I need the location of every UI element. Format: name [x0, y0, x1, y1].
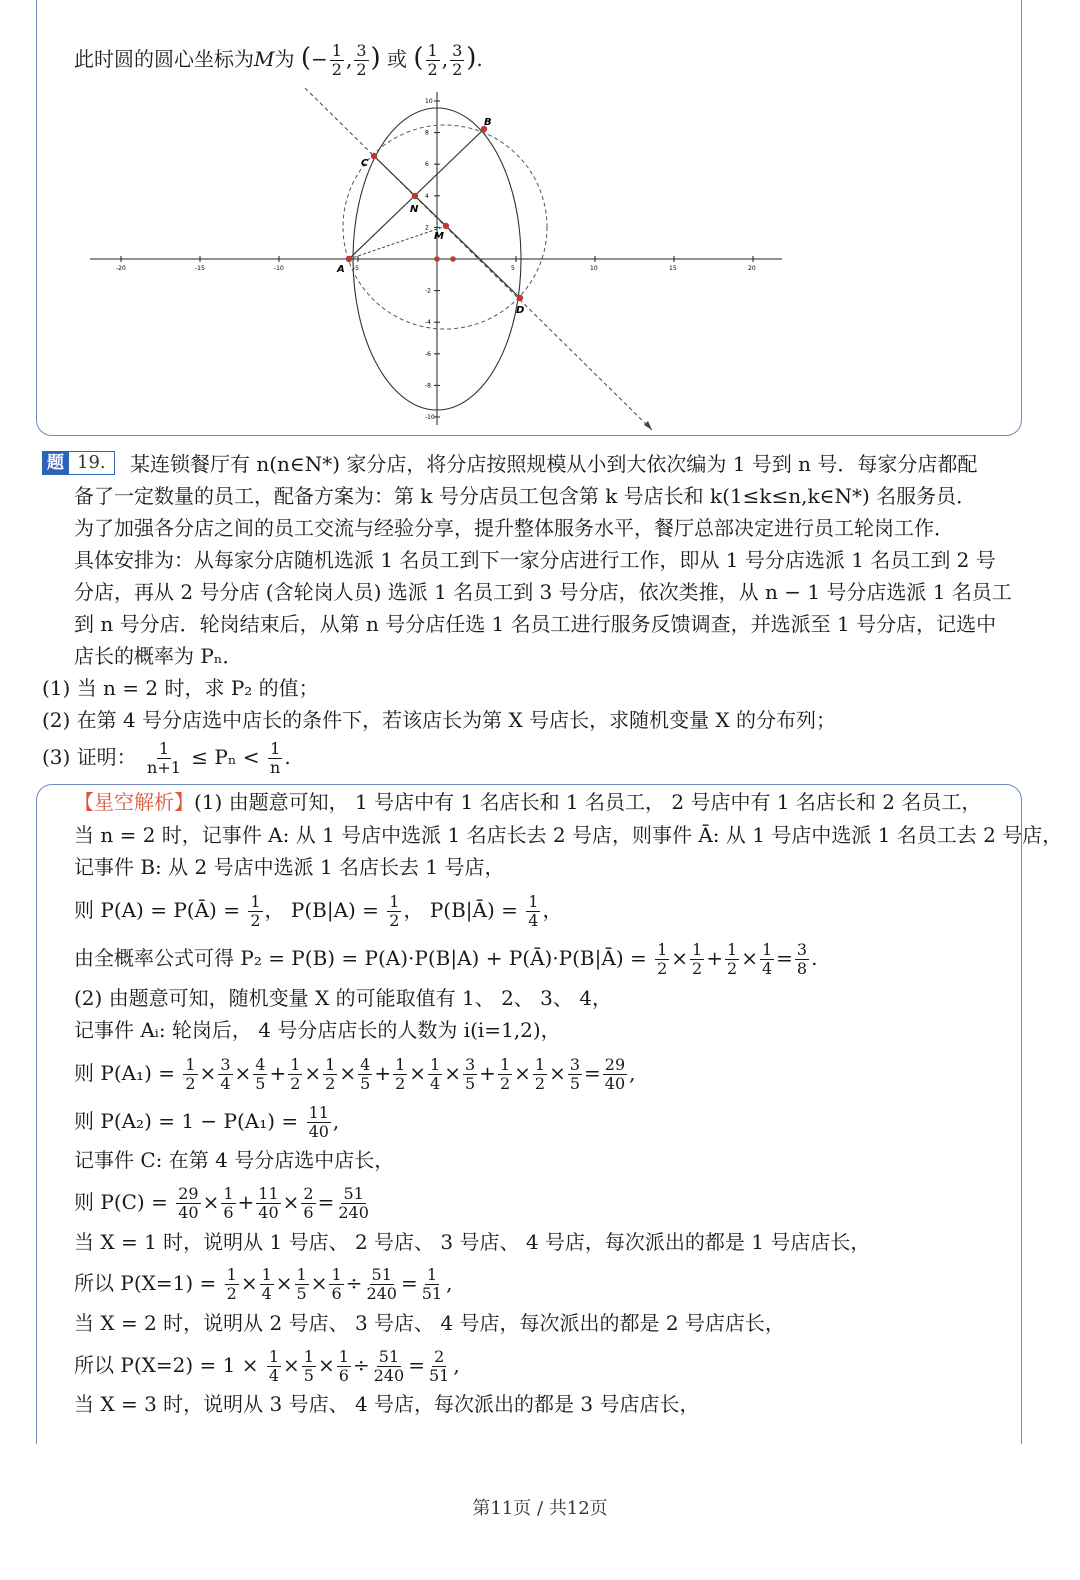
- y-tick-label: -2: [425, 287, 431, 295]
- x-tick-label: -10: [274, 265, 284, 272]
- x-tick-label: 10: [590, 265, 598, 272]
- point-m: [443, 223, 449, 229]
- x-tick-label: -15: [195, 265, 205, 272]
- solution-line-7: 记事件 Aᵢ: 轮岗后， 4 号分店店长的人数为 i(i=1,2)，: [74, 1018, 561, 1042]
- x-tick-label: 20: [748, 265, 756, 272]
- y-tick-label: 2: [425, 224, 429, 232]
- question-part-3: (3) 证明： $\frac{1}{n+1}$ ≤ Pₙ < $\frac{1}{n}$ .: [42, 739, 291, 777]
- geometry-figure: [0, 0, 1080, 440]
- x-tick-label: 15: [669, 265, 677, 272]
- solution-line-5: 由全概率公式可得 P₂ = P(B) = P(A)·P(B|A) + P(Ā)·P(B|Ā) = $\frac{1}{2}$ × $\frac{1}{2}$ + $\frac{1}{2}$ × $\frac{1}{4}$ = $\frac{3}{8}$ .: [74, 940, 818, 978]
- label-n: N: [410, 204, 419, 215]
- point-d: [517, 295, 523, 301]
- point-origin: [434, 256, 440, 262]
- question-line-4: 具体安排为：从每家分店随机选派 1 名员工到下一家分店进行工作，即从 1 号分店选派 1 名员工到 2 号: [74, 548, 996, 572]
- question-line-1: 某连锁餐厅有 n(n∈N*) 家分店，将分店按照规模从小到大依次编为 1 号到 n 号．每家分店都配: [130, 452, 978, 476]
- y-tick-label: 4: [425, 192, 429, 200]
- x-tick-label: -20: [116, 265, 126, 272]
- label-c: C: [361, 158, 369, 169]
- question-part-1: (1) 当 n = 2 时，求 P₂ 的值；: [42, 676, 319, 700]
- point-c: [371, 153, 377, 159]
- label-d: D: [516, 305, 525, 316]
- question-line-2: 备了一定数量的员工，配备方案为：第 k 号分店员工包含第 k 号店长和 k(1≤k≤n,k∈N*) 名服务员．: [74, 484, 977, 508]
- solution-line-3: 记事件 B: 从 2 号店中选派 1 名店长去 1 号店，: [74, 855, 505, 879]
- point-a: [346, 256, 352, 262]
- solution-line-9: 则 P(A₂) = 1 − P(A₁) = $\frac{11}{40}$ ,: [74, 1103, 340, 1141]
- solution-line-8: 则 P(A₁) = $\frac{1}{2}$ × $\frac{3}{4}$ × $\frac{4}{5}$ + $\frac{1}{2}$ × $\frac{1}{2}$ × $\frac{4}{5}$ + $\frac{1}{2}$ × $\frac{1}{4}$ × $\frac{3}{5}$ + $\frac{1}{2}$ × $\frac{1}{2}$ × $\frac{3}{5}$ = $\frac{29}{40}$ ,: [74, 1055, 636, 1093]
- solution-line-2: 当 n = 2 时，记事件 A: 从 1 号店中选派 1 名店长去 2 号店，则事件 Ā: 从 1 号店中选派 1 名员工去 2 号店，: [74, 823, 1063, 847]
- label-m: M: [434, 231, 444, 242]
- solution-line-11: 则 P(C) = $\frac{29}{40}$ × $\frac{1}{6}$ + $\frac{11}{40}$ × $\frac{2}{6}$ = $\frac{51}{240}$: [74, 1184, 369, 1222]
- dashed-am: [349, 226, 446, 259]
- solution-line-16: 当 X = 3 时，说明从 3 号店、 4 号店，每次派出的都是 3 号店店长，: [74, 1392, 700, 1416]
- x-tick-label: 5: [511, 265, 515, 272]
- page-footer: 第11页 / 共12页: [472, 1498, 608, 1519]
- x-tick-label: -5: [353, 265, 359, 272]
- solution-line-10: 记事件 C: 在第 4 号分店选中店长，: [74, 1148, 395, 1172]
- y-tick-label: 10: [425, 98, 433, 105]
- solution-line-13: 所以 P(X=1) = $\frac{1}{2}$ × $\frac{1}{4}$ × $\frac{1}{5}$ × $\frac{1}{6}$ ÷ $\frac{51}{240}$ = $\frac{1}{51}$ ,: [74, 1265, 453, 1303]
- y-tick-label: -8: [425, 382, 431, 390]
- solution-line-12: 当 X = 1 时，说明从 1 号店、 2 号店、 3 号店、 4 号店，每次派出的都是 1 号店店长，: [74, 1230, 871, 1254]
- y-tick-label: 6: [425, 161, 429, 169]
- question-line-5: 分店，再从 2 号分店 (含轮岗人员) 选派 1 名员工到 3 号分店，依次类推，从 n − 1 号分店选派 1 名员工: [74, 580, 1012, 604]
- center-coordinate-line: 此时圆的圆心坐标为M为 (− $\frac{1}{2}$ , $\frac{3}{2}$ ) 或 ( $\frac{1}{2}$ , $\frac{3}{2}$ ).: [74, 41, 483, 79]
- label-b: B: [484, 117, 492, 128]
- question-line-7: 店长的概率为 Pₙ．: [74, 644, 243, 668]
- point-focus: [450, 256, 456, 262]
- y-tick-label: -4: [425, 319, 431, 327]
- arrowhead: [644, 421, 652, 430]
- label-a: A: [337, 264, 345, 275]
- point-n: [412, 193, 418, 199]
- question-part-2: (2) 在第 4 号分店选中店长的条件下，若该店长为第 X 号店长，求随机变量 X 的分布列；: [42, 708, 837, 732]
- y-tick-label: -6: [425, 350, 431, 358]
- solution-line-1: 【星空解析】(1) 由题意可知， 1 号店中有 1 名店长和 1 名员工， 2 号店中有 1 名店长和 2 名员工，: [74, 790, 982, 814]
- question-line-3: 为了加强各分店之间的员工交流与经验分享，提升整体服务水平，餐厅总部决定进行员工轮岗工作．: [74, 516, 954, 540]
- solution-line-6: (2) 由题意可知，随机变量 X 的可能取值有 1、 2、 3、 4，: [74, 986, 612, 1010]
- question-badge: 题 19.: [42, 450, 115, 476]
- y-tick-label: -10: [425, 414, 435, 421]
- solution-line-14: 当 X = 2 时，说明从 2 号店、 3 号店、 4 号店，每次派出的都是 2 号店店长，: [74, 1311, 785, 1335]
- y-tick-label: 8: [425, 129, 429, 137]
- solution-line-4: 则 P(A) = P(Ā) = $\frac{1}{2}$ ， P(B|A) = $\frac{1}{2}$ ， P(B|Ā) = $\frac{1}{4}$ ，: [74, 892, 563, 930]
- solution-line-15: 所以 P(X=2) = 1 × $\frac{1}{4}$ × $\frac{1}{5}$ × $\frac{1}{6}$ ÷ $\frac{51}{240}$ = $\frac{2}{51}$ ,: [74, 1347, 460, 1385]
- question-line-6: 到 n 号分店．轮岗结束后，从第 n 号分店任选 1 名员工进行服务反馈调查，并选派至 1 号分店，记选中: [74, 612, 997, 636]
